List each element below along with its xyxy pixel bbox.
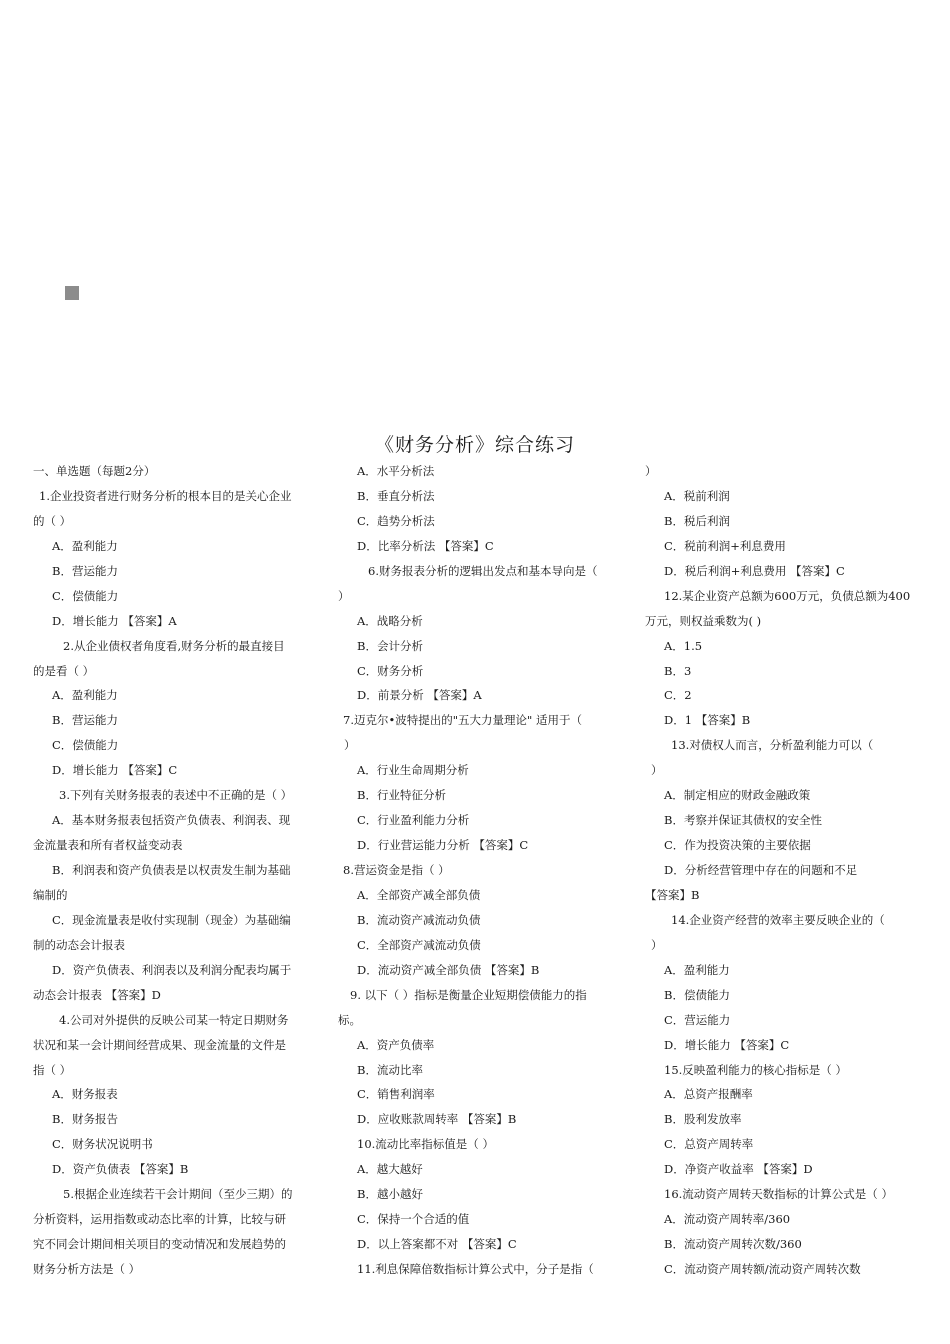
text-line: B．流动比率 — [357, 1062, 423, 1077]
text-line: B．行业特征分析 — [357, 788, 446, 803]
text-line: C．财务状况说明书 — [52, 1137, 153, 1152]
text-line: ） — [651, 763, 663, 778]
text-line: C．趋势分析法 — [357, 513, 435, 528]
text-line: B．营运能力 — [52, 713, 118, 728]
text-line: A．水平分析法 — [357, 464, 435, 478]
text-line: A．制定相应的财政金融政策 — [664, 788, 811, 803]
text-line: C．作为投资决策的主要依据 — [664, 838, 811, 853]
text-line: 标。 — [338, 1012, 361, 1027]
text-line: 2.从企业债权者角度看,财务分析的最直接目 — [63, 638, 285, 653]
text-line: 金流量表和所有者权益变动表 — [33, 838, 183, 853]
text-line: 状况和某一会计期间经营成果、现金流量的文件是 — [33, 1037, 286, 1052]
text-line: B．3 — [664, 663, 692, 678]
text-line: C．偿债能力 — [52, 738, 119, 753]
text-line: 制的动态会计报表 — [33, 937, 125, 952]
text-line: C．流动资产周转额/流动资产周转次数 — [664, 1262, 861, 1276]
text-line: D．流动资产减全部负债 【答案】B — [357, 962, 540, 977]
text-column-3 — [645, 459, 935, 1282]
text-line: 动态会计报表 【答案】D — [33, 987, 161, 1002]
text-line: A．行业生命周期分析 — [357, 763, 469, 778]
text-line: B．财务报告 — [52, 1112, 118, 1127]
text-line: 1.企业投资者进行财务分析的根本目的是关心企业 — [39, 488, 292, 503]
text-line: 的是看（ ） — [33, 663, 95, 678]
text-line: B．越小越好 — [357, 1187, 423, 1202]
text-line: B．利润表和资产负债表是以权责发生制为基础 — [52, 863, 291, 877]
document-title: 《财务分析》综合练习 — [374, 434, 575, 456]
text-line: ） — [344, 738, 356, 753]
text-line: 6.财务报表分析的逻辑出发点和基本导向是（ — [368, 563, 598, 578]
text-line: D．增长能力 【答案】C — [52, 763, 178, 778]
text-line: 5.根据企业连续若干会计期间（至少三期）的 — [63, 1187, 293, 1202]
text-line: D．1 【答案】B — [664, 713, 751, 728]
text-line: D．税后利润+利息费用 【答案】C — [664, 563, 845, 578]
text-line: 编制的 — [33, 887, 68, 902]
text-line: B．税后利润 — [664, 513, 730, 528]
text-line: A．总资产报酬率 — [664, 1087, 753, 1102]
text-line: A．盈利能力 — [52, 688, 118, 703]
text-line: 3.下列有关财务报表的表述中不正确的是（ ） — [59, 788, 293, 803]
text-line: B．垂直分析法 — [357, 488, 435, 503]
text-line: D．资产负债表 【答案】B — [52, 1162, 189, 1177]
text-line: D．增长能力 【答案】A — [52, 613, 177, 628]
text-line: B．会计分析 — [357, 638, 423, 653]
text-line: C．财务分析 — [357, 663, 424, 678]
text-line: 16.流动资产周转天数指标的计算公式是（ ） — [664, 1187, 893, 1202]
text-column-1 — [33, 459, 323, 1282]
text-line: C．偿债能力 — [52, 588, 119, 603]
text-line: ） — [651, 937, 663, 952]
text-line: C．全部资产减流动负债 — [357, 937, 481, 952]
text-line: A．盈利能力 — [664, 962, 730, 977]
text-line: A．越大越好 — [357, 1162, 423, 1177]
text-line: C．保持一个合适的值 — [357, 1212, 470, 1227]
text-line: D．分析经营管理中存在的问题和不足 — [664, 863, 858, 877]
text-line: D．资产负债表、利润表以及利润分配表均属于 — [52, 962, 292, 977]
text-line: ） — [645, 464, 657, 478]
text-line: 7.迈克尔•波特提出的"五大力量理论" 适用于（ — [343, 713, 582, 728]
text-line: A．盈利能力 — [52, 538, 118, 553]
text-line: 8.营运资金是指（ ） — [343, 863, 450, 877]
text-line: C．销售利润率 — [357, 1087, 435, 1102]
gray-square-marker — [65, 286, 79, 300]
text-line: A．1.5 — [664, 638, 703, 653]
text-line: C．行业盈利能力分析 — [357, 813, 470, 828]
text-line: D．以上答案都不对 【答案】C — [357, 1237, 517, 1252]
text-line: ） — [338, 588, 350, 603]
text-line: B．偿债能力 — [664, 987, 730, 1002]
text-line: 一、单选题（每题2分） — [33, 464, 156, 478]
text-line: A．税前利润 — [664, 488, 730, 503]
text-line: A．基本财务报表包括资产负债表、利润表、现 — [52, 813, 291, 828]
text-line: D．净资产收益率 【答案】D — [664, 1162, 813, 1177]
text-line: 的（ ） — [33, 513, 72, 528]
text-column-2 — [338, 459, 630, 1282]
text-line: B．流动资产周转次数/360 — [664, 1237, 802, 1252]
text-line: 13.对债权人而言，分析盈利能力可以（ — [671, 738, 874, 753]
text-line: C．营运能力 — [664, 1012, 731, 1027]
text-line: A．财务报表 — [52, 1087, 118, 1102]
text-line: 14.企业资产经营的效率主要反映企业的（ — [671, 912, 885, 927]
text-line: C．2 — [664, 688, 692, 703]
text-line: 11.利息保障倍数指标计算公式中，分子是指（ — [357, 1262, 594, 1276]
text-line: 财务分析方法是（ ） — [33, 1262, 141, 1276]
text-line: B．流动资产减流动负债 — [357, 912, 481, 927]
text-line: 分析资料，运用指数或动态比率的计算，比较与研 — [33, 1212, 286, 1227]
text-line: D．前景分析 【答案】A — [357, 688, 482, 703]
text-line: D．增长能力 【答案】C — [664, 1037, 790, 1052]
text-line: D．应收账款周转率 【答案】B — [357, 1112, 517, 1127]
text-line: 4.公司对外提供的反映公司某一特定日期财务 — [59, 1012, 289, 1027]
text-line: 万元，则权益乘数为( ) — [645, 613, 762, 628]
text-line: A．战略分析 — [357, 613, 423, 628]
text-line: 9. 以下（ ）指标是衡量企业短期偿债能力的指 — [350, 987, 587, 1002]
text-line: B．股利发放率 — [664, 1112, 742, 1127]
text-line: A．流动资产周转率/360 — [664, 1212, 791, 1227]
text-line: C．现金流量表是收付实现制（现金）为基础编 — [52, 912, 291, 927]
text-line: A．全部资产减全部负债 — [357, 887, 481, 902]
text-line: B．考察并保证其债权的安全性 — [664, 813, 822, 828]
text-line: 10.流动比率指标值是（ ） — [357, 1137, 494, 1152]
text-line: D．比率分析法 【答案】C — [357, 538, 494, 553]
text-line: B．营运能力 — [52, 563, 118, 578]
text-line: C．总资产周转率 — [664, 1137, 754, 1152]
text-line: 15.反映盈利能力的核心指标是（ ） — [664, 1062, 847, 1077]
text-line: A．资产负债率 — [357, 1037, 435, 1052]
text-line: 指（ ） — [33, 1062, 72, 1077]
text-line: 12.某企业资产总额为600万元，负债总额为400 — [664, 588, 911, 603]
text-line: C．税前利润+利息费用 — [664, 538, 786, 553]
text-line: 【答案】B — [645, 887, 700, 902]
text-line: 究不同会计期间相关项目的变动情况和发展趋势的 — [33, 1237, 286, 1252]
text-line: D．行业营运能力分析 【答案】C — [357, 838, 529, 853]
